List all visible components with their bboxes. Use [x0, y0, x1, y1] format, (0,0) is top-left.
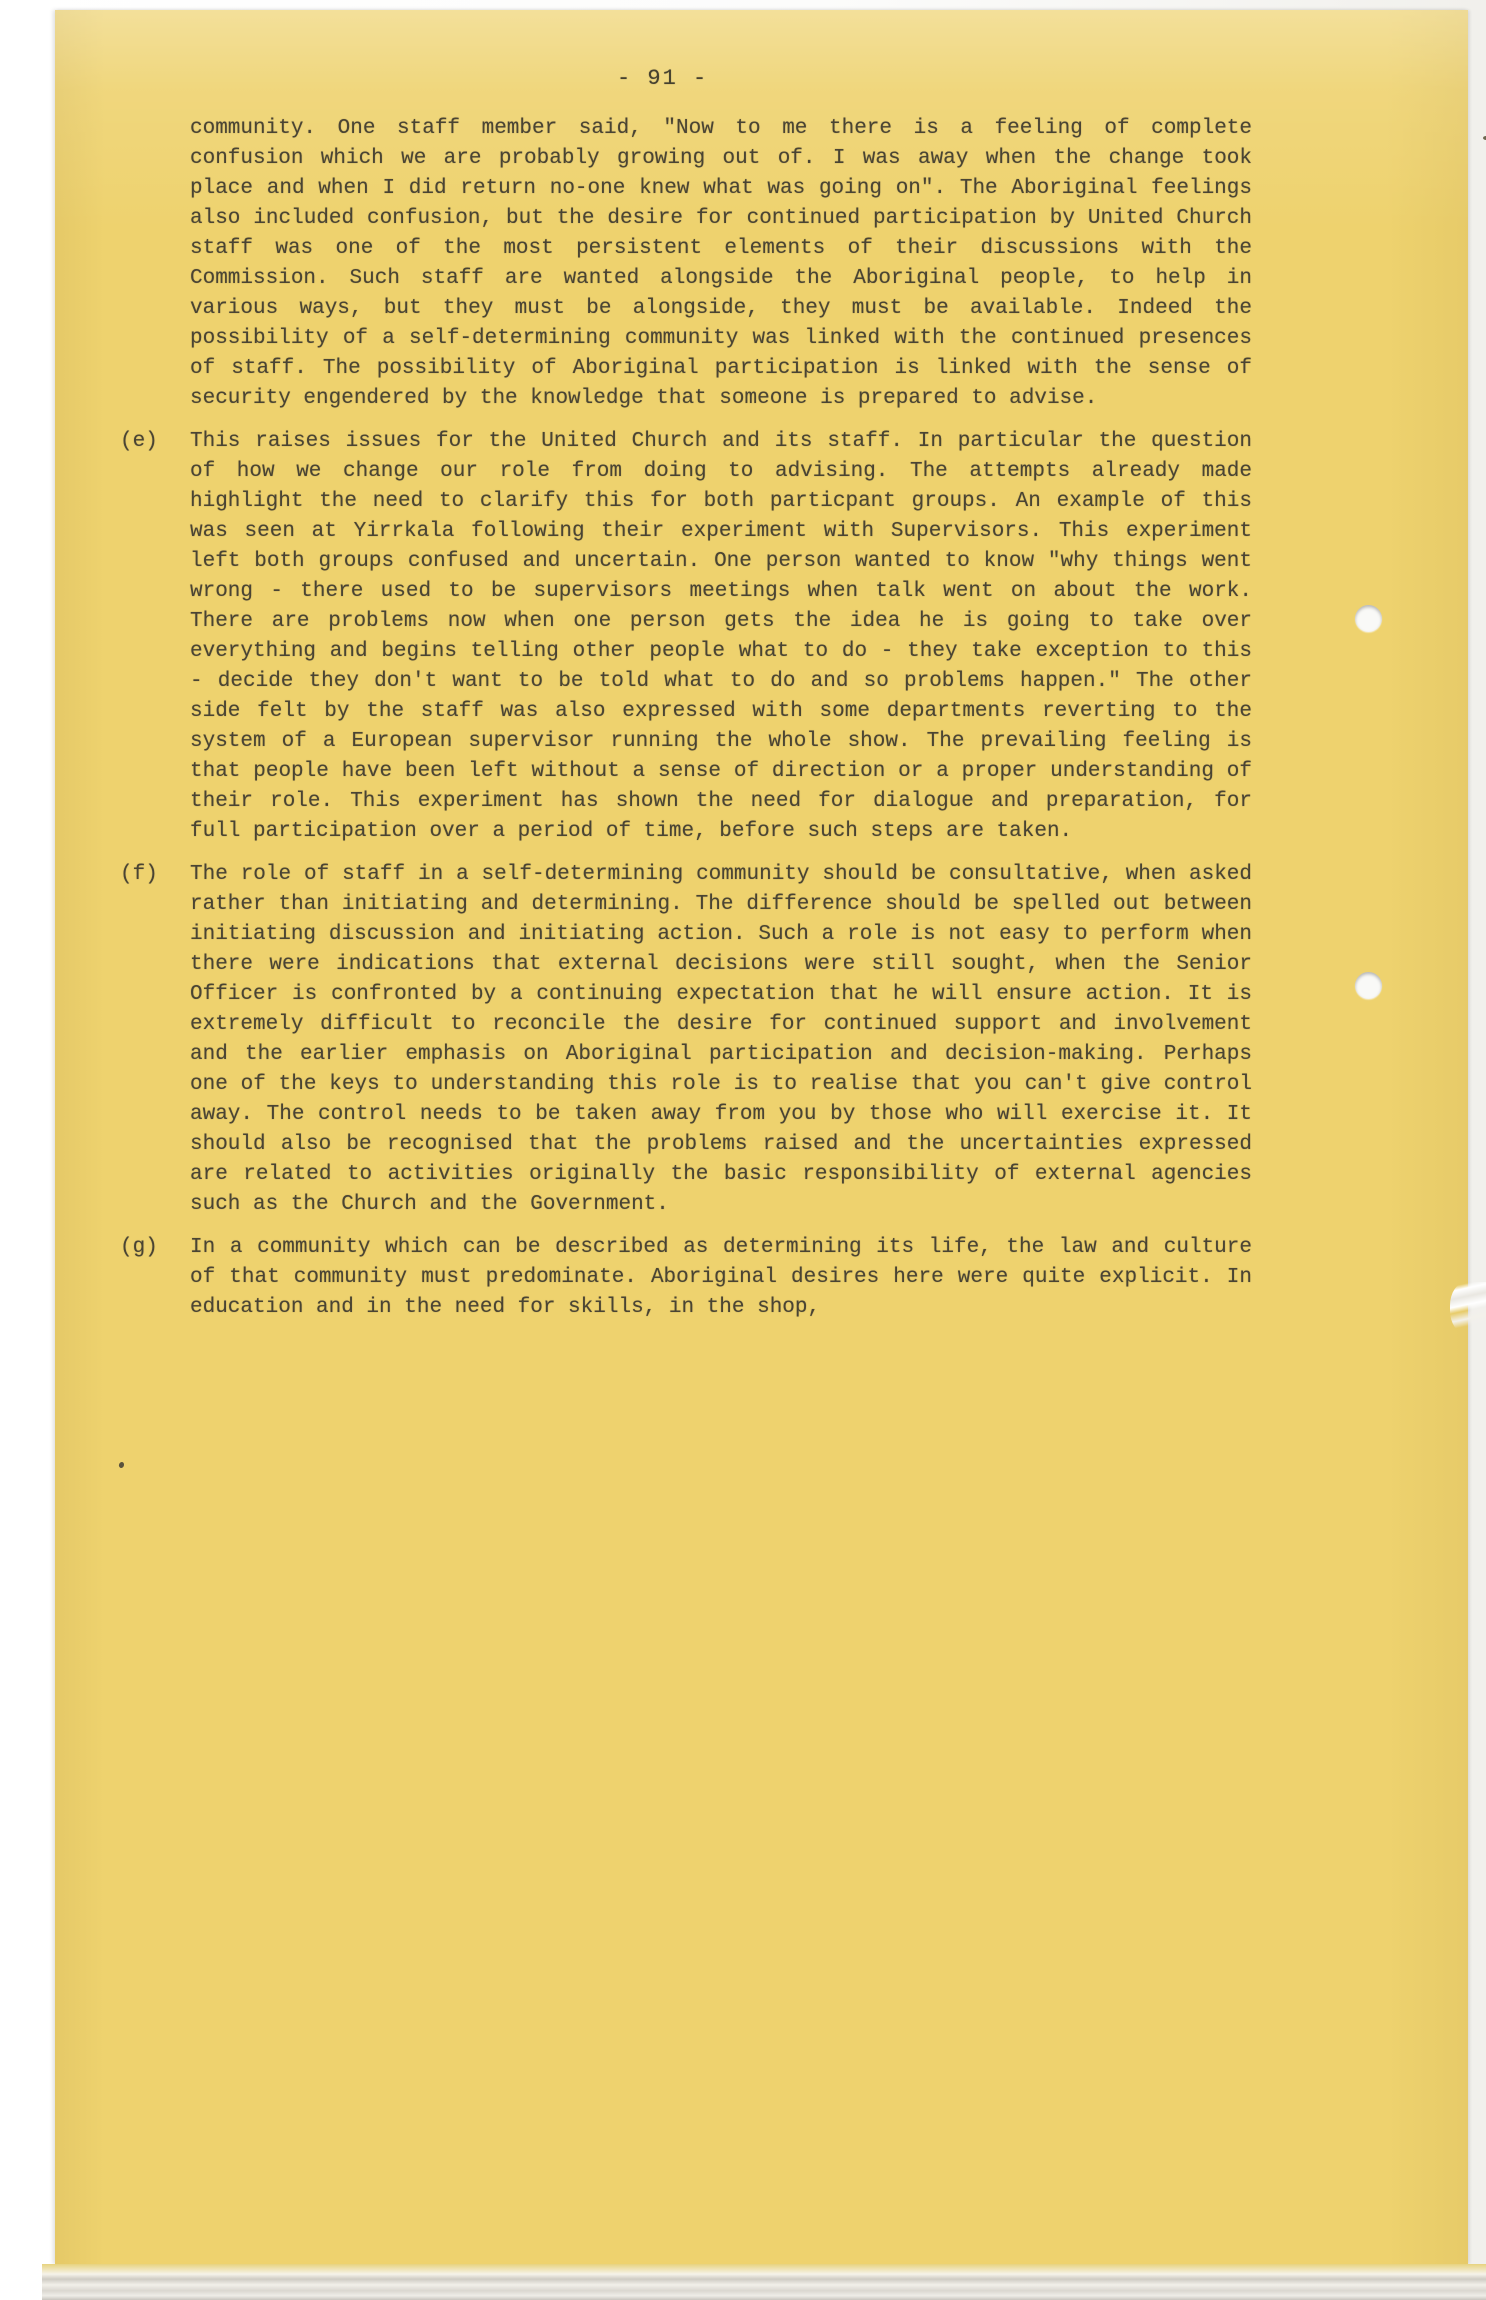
hole-punch-top: [1355, 605, 1382, 632]
hole-punch-bottom: [1355, 972, 1382, 999]
document-page: [55, 10, 1468, 2264]
paragraph-text: The role of staff in a self-determining community should be consultative, when asked rather than initiating and determining. The difference should be spelled out between initiating discussion and initiating action. Such a role is not easy to perform when there were indications that external decisions were still sought, when the Senior Officer is confronted by a continuing expectation that he will ensure action. It is extremely difficult to reconcile the desire for continued support and involvement and the earlier emphasis on Aboriginal participation and decision-making. Perhaps one of the keys to understanding this role is to realise that you can't give control away. The control needs to be taken away from you by those who will exercise it. It should also be recognised that the problems raised and the uncertainties expressed are related to activities originally the basic responsibility of external agencies such as the Church and the Government.: [190, 863, 1252, 1216]
page-number: - 91 -: [617, 66, 709, 91]
paragraph-text: community. One staff member said, "Now to me there is a feeling of complete confusion which we are probably growing out of. I was away when the change took place and when I did return no-one knew what was going on". The Aboriginal feelings also included confusion, but the desire for continued participation by United Church staff was one of the most persistent elements of their discussions with the Commission. Such staff are wanted alongside the Aboriginal people, to help in various ways, but they must be alongside, they must be available. Indeed the possibility of a self-determining community was linked with the continued presences of staff. The possibility of Aboriginal participation is linked with the sense of security engendered by the knowledge that someone is prepared to advise.: [190, 117, 1252, 410]
page-edge-shadow: [42, 2264, 1486, 2300]
scan-artifact: [1450, 1282, 1486, 1334]
paragraph: [120, 427, 1252, 847]
paragraph-text: This raises issues for the United Church and its staff. In particular the question of how we change our role from doing to advising. The attempts already made highlight the need to clarify this for both particpant groups. An example of this was seen at Yirrkala following their experiment with Supervisors. This experiment left both groups confused and uncertain. One person wanted to know "why things went wrong - there used to be supervisors meetings when talk went on about the work. There are problems now when one person gets the idea he is going to take over everything and begins telling other people what to do - they take exception to this - decide they don't want to be told what to do and so problems happen." The other side felt by the staff was also expressed with some departments reverting to the system of a European supervisor running the whole show. The prevailing feeling is that people have been left without a sense of direction or a proper understanding of their role. This experiment has shown the need for dialogue and preparation, for full participation over a period of time, before such steps are taken.: [190, 430, 1252, 843]
paragraph: [120, 1233, 1252, 1323]
paragraph: [190, 114, 1252, 414]
paragraph-label: (e): [120, 430, 158, 453]
paragraph: [120, 860, 1252, 1220]
page-body-text: [120, 114, 1252, 1336]
paragraph-label: (f): [120, 863, 158, 886]
paragraph-text: In a community which can be described as determining its life, the law and culture of that community must predominate. Aboriginal desires here were quite explicit. In education and in the need for skills, in the shop,: [190, 1236, 1252, 1319]
paragraph-label: (g): [120, 1236, 158, 1259]
scan-speck: [118, 1461, 125, 1468]
